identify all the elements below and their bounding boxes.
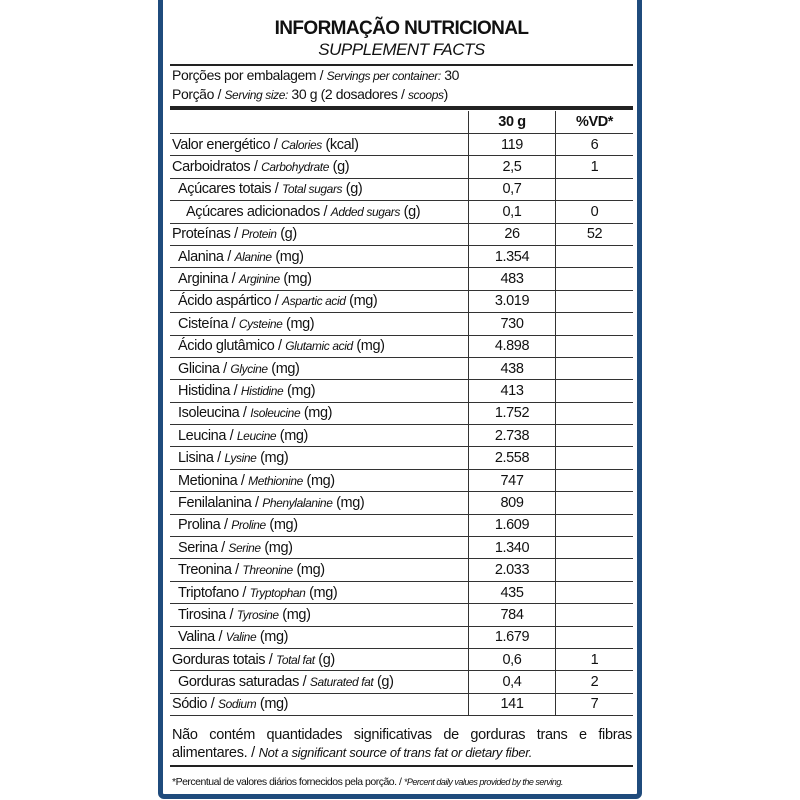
nutrient-unit: (mg) [345, 293, 378, 310]
table-row [170, 268, 633, 290]
nutrient-en: Saturated fat [309, 675, 374, 690]
nutrient-pt: Treonina / [178, 562, 243, 579]
nutrient-dv [556, 559, 634, 581]
nutrient-label [172, 629, 288, 645]
table-row [170, 537, 633, 559]
nutrient-label [172, 607, 311, 623]
nutrient-amount: 1.354 [469, 245, 556, 267]
nutrient-amount: 0,7 [469, 178, 556, 200]
serving-size-en: Serving size: [224, 88, 288, 102]
nutrient-en: Isoleucine [250, 406, 301, 421]
header-dv: %VD* [556, 111, 634, 134]
nutrient-name [170, 581, 469, 603]
header-amount: 30 g [469, 111, 556, 134]
table-row [170, 402, 633, 424]
nutrient-name [170, 223, 469, 245]
nutrient-amount: 119 [469, 134, 556, 156]
nutrient-label [172, 585, 337, 601]
nutrient-label [172, 562, 325, 578]
nutrient-label [172, 473, 335, 489]
nutrient-name [170, 268, 469, 290]
nutrient-label [172, 383, 315, 399]
nutrient-pt: Açúcares totais / [178, 181, 283, 198]
nutrient-amount: 2.033 [469, 559, 556, 581]
serving-size-close: ) [443, 86, 448, 102]
nutrient-name [170, 178, 469, 200]
nutrient-en: Glycine [230, 361, 268, 376]
nutrient-unit: (mg) [279, 271, 312, 288]
nutrient-unit: (mg) [292, 562, 325, 579]
nutrient-dv [556, 178, 634, 200]
table-row [170, 626, 633, 648]
nutrient-amount: 483 [469, 268, 556, 290]
nutrient-label [172, 137, 359, 153]
nutrient-en: Cysteine [238, 316, 283, 331]
nutrient-unit: (g) [329, 159, 350, 176]
nutrient-name [170, 514, 469, 536]
nutrient-amount: 809 [469, 492, 556, 514]
nutrient-name [170, 469, 469, 491]
serving-size-value: 30 g (2 dosadores / [287, 86, 408, 102]
nutrient-label [172, 293, 377, 309]
nutrient-en: Arginine [238, 272, 280, 287]
nutrient-pt: Lisina / [178, 450, 225, 467]
table-row [170, 469, 633, 491]
table-row [170, 492, 633, 514]
nutrient-label [172, 450, 288, 466]
nutrient-unit: (mg) [300, 405, 333, 422]
nutrient-pt: Serina / [178, 539, 229, 556]
nutrient-pt: Ácido glutâmico / [178, 338, 286, 355]
nutrient-pt: Histidina / [178, 382, 241, 399]
nutrient-dv [556, 514, 634, 536]
nutrient-name [170, 134, 469, 156]
nutrient-unit: (mg) [260, 539, 293, 556]
nutrient-label [172, 674, 394, 690]
nutrient-en: Tyrosine [236, 607, 279, 622]
nutrient-pt: Triptofano / [178, 584, 250, 601]
nutrient-name [170, 156, 469, 178]
nutrient-amount: 141 [469, 693, 556, 715]
nutrient-dv: 1 [556, 156, 634, 178]
nutrient-en: Alanine [234, 249, 272, 264]
nutrient-unit: (mg) [276, 427, 308, 444]
nutrient-pt: Leucina / [178, 427, 237, 444]
nutrient-en: Valine [225, 630, 257, 645]
nutrient-name [170, 245, 469, 267]
nutrient-dv [556, 402, 634, 424]
nutrient-dv: 52 [556, 223, 634, 245]
nutrient-dv [556, 425, 634, 447]
table-row [170, 156, 633, 178]
nutrient-en: Carbohydrate [261, 160, 330, 175]
serving-size-pt: Porção / [172, 86, 225, 102]
table-row [170, 201, 633, 223]
nutrient-pt: Sódio / [172, 696, 218, 713]
table-row [170, 447, 633, 469]
nutrient-en: Tryptophan [249, 585, 306, 600]
nutrient-en: Phenylalanine [262, 495, 333, 510]
nutrient-unit: (mg) [278, 606, 311, 623]
servings-per-container [172, 67, 459, 83]
nutrient-label [172, 338, 385, 354]
serving-size [172, 86, 448, 102]
table-row [170, 671, 633, 693]
nutrient-name [170, 648, 469, 670]
nutrient-name [170, 447, 469, 469]
nutrient-dv [556, 581, 634, 603]
nutrient-label [172, 405, 332, 421]
table-row [170, 648, 633, 670]
footnote-pt: *Percentual de valores diários fornecidos pela porção. / [172, 776, 404, 788]
nutrient-amount: 435 [469, 581, 556, 603]
label-title: INFORMAÇÃO NUTRICIONAL [274, 18, 529, 39]
nutrient-label [172, 428, 308, 444]
trans-fat-note [172, 727, 632, 762]
nutrient-name [170, 290, 469, 312]
nutrient-dv [556, 492, 634, 514]
nutrient-amount: 438 [469, 357, 556, 379]
nutrient-amount: 4.898 [469, 335, 556, 357]
nutrient-label [172, 652, 335, 668]
nutrient-en: Histidine [240, 383, 284, 398]
nutrient-unit: (g) [342, 181, 363, 198]
nutrient-en: Sodium [217, 697, 257, 712]
table-row [170, 604, 633, 626]
nutrient-en: Serine [228, 540, 261, 555]
nutrient-dv [556, 357, 634, 379]
divider [170, 765, 633, 767]
nutrient-unit: (mg) [256, 696, 289, 713]
nutrient-label [172, 271, 312, 287]
table-row [170, 425, 633, 447]
nutrient-label [172, 361, 299, 377]
nutrient-label [172, 249, 304, 265]
nutrient-label [172, 159, 349, 175]
nutrient-amount: 1.679 [469, 626, 556, 648]
nutrient-unit: (mg) [352, 338, 385, 355]
nutrient-name [170, 201, 469, 223]
nutrient-name [170, 313, 469, 335]
nutrient-en: Leucine [236, 428, 277, 443]
nutrient-amount: 0,6 [469, 648, 556, 670]
nutrient-amount: 0,1 [469, 201, 556, 223]
nutrient-unit: (mg) [305, 584, 338, 601]
table-row [170, 380, 633, 402]
nutrient-unit: (g) [373, 674, 394, 691]
nutrient-amount: 1.752 [469, 402, 556, 424]
nutrient-pt: Cisteína / [178, 315, 239, 332]
label-subtitle: SUPPLEMENT FACTS [318, 40, 485, 59]
nutrient-dv [556, 537, 634, 559]
nutrient-en: Calories [281, 137, 322, 152]
nutrient-pt: Alanina / [178, 248, 235, 265]
note-pt: Não contém quantidades significativas de gorduras trans e fibras alimentares. / [172, 727, 632, 761]
nutrient-unit: (mg) [256, 450, 289, 467]
nutrient-pt: Fenilalanina / [178, 494, 263, 511]
nutrient-dv: 1 [556, 648, 634, 670]
nutrient-pt: Gorduras totais / [172, 651, 277, 668]
nutrient-dv: 7 [556, 693, 634, 715]
nutrient-pt: Prolina / [178, 517, 232, 534]
table-row [170, 357, 633, 379]
nutrient-amount: 2.558 [469, 447, 556, 469]
nutrient-unit: (mg) [282, 315, 315, 332]
nutrient-pt: Arginina / [178, 271, 239, 288]
nutrient-amount: 2.738 [469, 425, 556, 447]
serving-size-scoops: scoops [407, 88, 444, 102]
nutrient-unit: (mg) [265, 517, 298, 534]
nutrient-amount: 784 [469, 604, 556, 626]
nutrient-en: Protein [241, 227, 277, 242]
nutrient-name [170, 626, 469, 648]
table-row [170, 178, 633, 200]
nutrient-unit: (g) [276, 226, 297, 243]
divider [170, 64, 633, 66]
nutrient-dv [556, 604, 634, 626]
nutrient-dv [556, 626, 634, 648]
nutrient-en: Added sugars [330, 204, 401, 219]
nutrient-unit: (mg) [267, 360, 300, 377]
nutrient-name [170, 604, 469, 626]
table-row [170, 245, 633, 267]
table-row [170, 134, 633, 156]
nutrient-name [170, 693, 469, 715]
nutrient-label [172, 696, 288, 712]
table-row [170, 335, 633, 357]
header-nutrient [170, 111, 469, 134]
nutrient-name [170, 492, 469, 514]
nutrient-pt: Valor energético / [172, 136, 282, 153]
table-row [170, 693, 633, 715]
nutrient-unit: (mg) [271, 248, 304, 265]
nutrient-dv [556, 380, 634, 402]
nutrient-dv [556, 335, 634, 357]
servings-en: Servings per container: [326, 69, 441, 83]
nutrient-dv [556, 469, 634, 491]
table-row [170, 559, 633, 581]
nutrient-name [170, 559, 469, 581]
nutrient-unit: (mg) [302, 472, 335, 489]
nutrient-label [172, 204, 420, 220]
nutrient-pt: Proteínas / [172, 226, 242, 243]
footnote-en: *Percent daily values provided by the serving. [403, 777, 563, 787]
nutrient-amount: 1.340 [469, 537, 556, 559]
nutrient-dv [556, 447, 634, 469]
nutrient-unit: (mg) [283, 382, 316, 399]
nutrient-amount: 1.609 [469, 514, 556, 536]
nutrient-amount: 747 [469, 469, 556, 491]
nutrient-en: Aspartic acid [282, 294, 346, 309]
nutrient-amount: 413 [469, 380, 556, 402]
nutrient-pt: Carboidratos / [172, 159, 262, 176]
table-row [170, 223, 633, 245]
nutrient-unit: (g) [314, 651, 335, 668]
nutrient-name [170, 380, 469, 402]
nutrient-en: Lysine [224, 451, 257, 466]
table-header-row [170, 111, 633, 134]
thick-divider [170, 106, 633, 110]
nutrient-amount: 730 [469, 313, 556, 335]
nutrient-pt: Tirosina / [178, 606, 237, 623]
nutrient-name [170, 357, 469, 379]
nutrient-en: Threonine [242, 563, 293, 578]
nutrient-pt: Ácido aspártico / [178, 293, 283, 310]
nutrient-pt: Isoleucina / [178, 405, 251, 422]
nutrient-en: Proline [231, 518, 266, 533]
nutrient-dv: 2 [556, 671, 634, 693]
nutrient-en: Methionine [248, 473, 303, 488]
nutrient-label [172, 517, 298, 533]
nutrient-dv: 6 [556, 134, 634, 156]
nutrient-unit: (g) [400, 203, 421, 220]
nutrient-amount: 3.019 [469, 290, 556, 312]
nutrient-dv [556, 313, 634, 335]
table-row [170, 581, 633, 603]
nutrient-unit: (kcal) [321, 136, 359, 153]
nutrient-dv [556, 290, 634, 312]
nutrient-dv: 0 [556, 201, 634, 223]
nutrient-en: Glutamic acid [285, 339, 353, 354]
nutrient-label [172, 540, 293, 556]
nutrient-dv [556, 268, 634, 290]
nutrient-name [170, 425, 469, 447]
nutrient-amount: 26 [469, 223, 556, 245]
servings-pt: Porções por embalagem / [172, 67, 327, 83]
nutrient-en: Total fat [276, 652, 315, 667]
nutrient-unit: (mg) [332, 494, 365, 511]
nutrient-pt: Glicina / [178, 360, 231, 377]
nutrient-pt: Valina / [178, 629, 226, 646]
table-row [170, 290, 633, 312]
nutrient-name [170, 671, 469, 693]
nutrient-pt: Gorduras saturadas / [178, 674, 310, 691]
nutrient-unit: (mg) [256, 629, 289, 646]
daily-value-footnote [172, 776, 563, 788]
table-row [170, 313, 633, 335]
table-row [170, 514, 633, 536]
nutrient-label [172, 181, 362, 197]
nutrient-name [170, 335, 469, 357]
servings-value: 30 [440, 67, 460, 83]
nutrient-label [172, 226, 297, 242]
nutrition-table [170, 111, 633, 716]
nutrient-name [170, 402, 469, 424]
nutrient-pt: Açúcares adicionados / [186, 203, 331, 220]
nutrient-dv [556, 245, 634, 267]
nutrient-pt: Metionina / [178, 472, 249, 489]
nutrient-en: Total sugars [282, 182, 343, 197]
nutrient-amount: 0,4 [469, 671, 556, 693]
nutrient-name [170, 537, 469, 559]
nutrient-label [172, 316, 314, 332]
note-en: Not a significant source of trans fat or dietary fiber. [258, 745, 533, 760]
nutrient-amount: 2,5 [469, 156, 556, 178]
nutrient-label [172, 495, 364, 511]
